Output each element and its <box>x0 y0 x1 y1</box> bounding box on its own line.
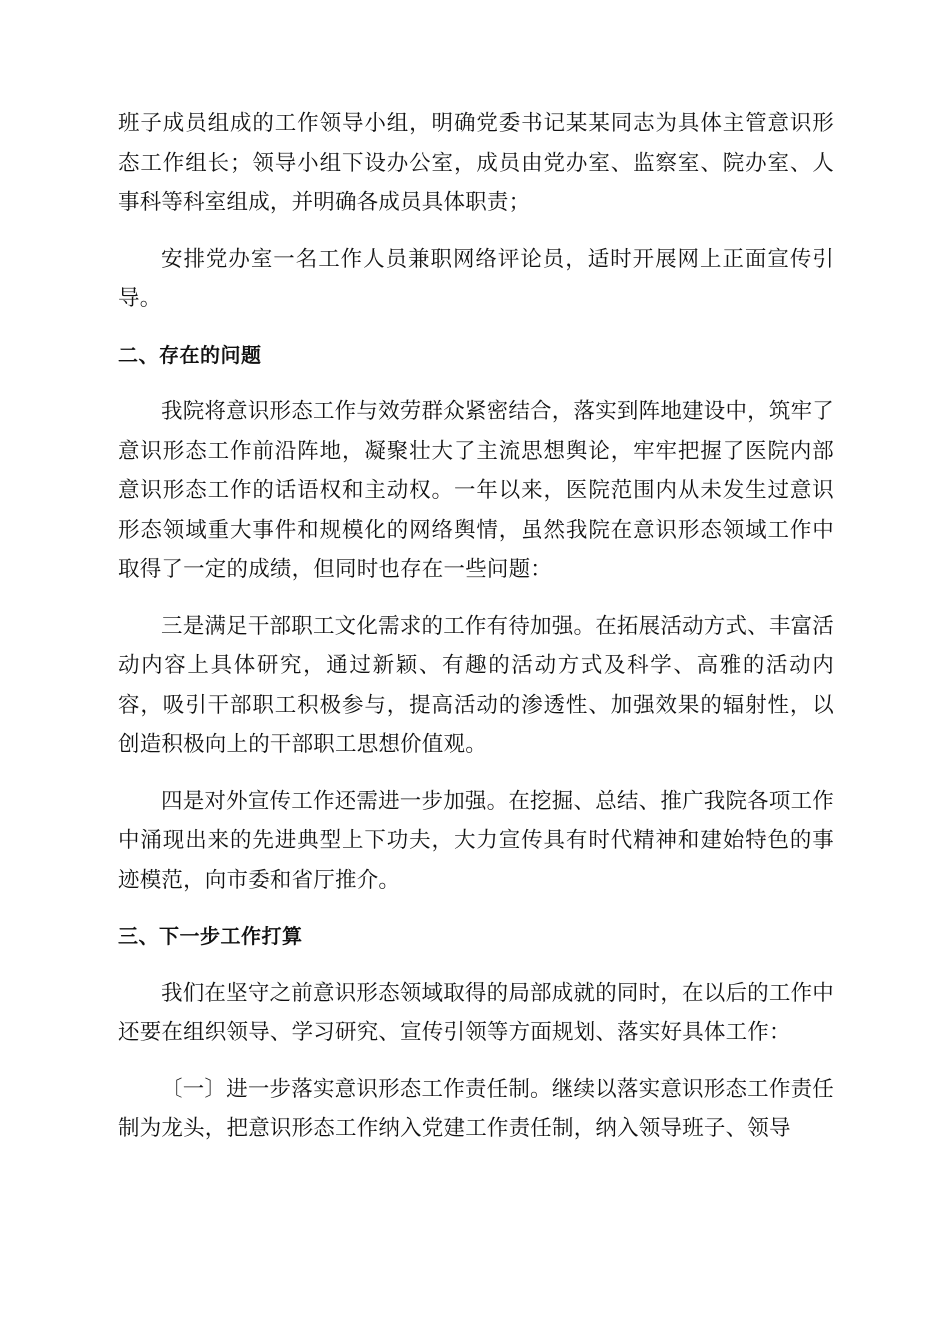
document-page <box>118 104 834 1166</box>
paragraph-problem-four: 四是对外宣传工作还需进一步加强。在挖掘、总结、推广我院各项工作中涌现出来的先进典型上下功夫，大力宣传具有时代精神和建始特色的事迹模范，向市委和省厅推介。 <box>118 788 834 893</box>
paragraph-leading-group: 班子成员组成的工作领导小组，明确党委书记某某同志为具体主管意识形态工作组长；领导小组下设办公室，成员由党办室、监察室、院办室、人事科等科室组成，并明确各成员具体职责； <box>118 111 834 215</box>
paragraph-network-commentator: 安排党办室一名工作人员兼职网络评论员，适时开展网上正面宣传引导。 <box>118 246 834 311</box>
paragraph-problems-intro: 我院将意识形态工作与效劳群众紧密结合，落实到阵地建设中，筑牢了意识形态工作前沿阵地，凝聚壮大了主流思想舆论，牢牢把握了医院内部意识形态工作的话语权和主动权。一年以来，医院范围内从未发生过意识形态领域重大事件和规模化的网络舆情，虽然我院在意识形态领域工作中取得了一定的成绩，但同时也存在一些问题： <box>118 399 834 582</box>
paragraph-next-step-one: 〔一〕进一步落实意识形态工作责任制。继续以落实意识形态工作责任制为龙头，把意识形态工作纳入党建工作责任制，纳入领导班子、领导 <box>118 1076 834 1141</box>
section-heading-next-steps: 三、下一步工作打算 <box>118 924 303 948</box>
paragraph-problem-three: 三是满足干部职工文化需求的工作有待加强。在拓展活动方式、丰富活动内容上具体研究，通过新颖、有趣的活动方式及科学、高雅的活动内容，吸引干部职工积极参与，提高活动的渗透性、加强效果的辐射性，以创造积极向上的干部职工思想价值观。 <box>118 613 834 757</box>
paragraph-next-steps-intro: 我们在坚守之前意识形态领域取得的局部成就的同时，在以后的工作中还要在组织领导、学习研究、宣传引领等方面规划、落实好具体工作： <box>118 980 834 1045</box>
section-heading-problems: 二、存在的问题 <box>118 342 262 367</box>
